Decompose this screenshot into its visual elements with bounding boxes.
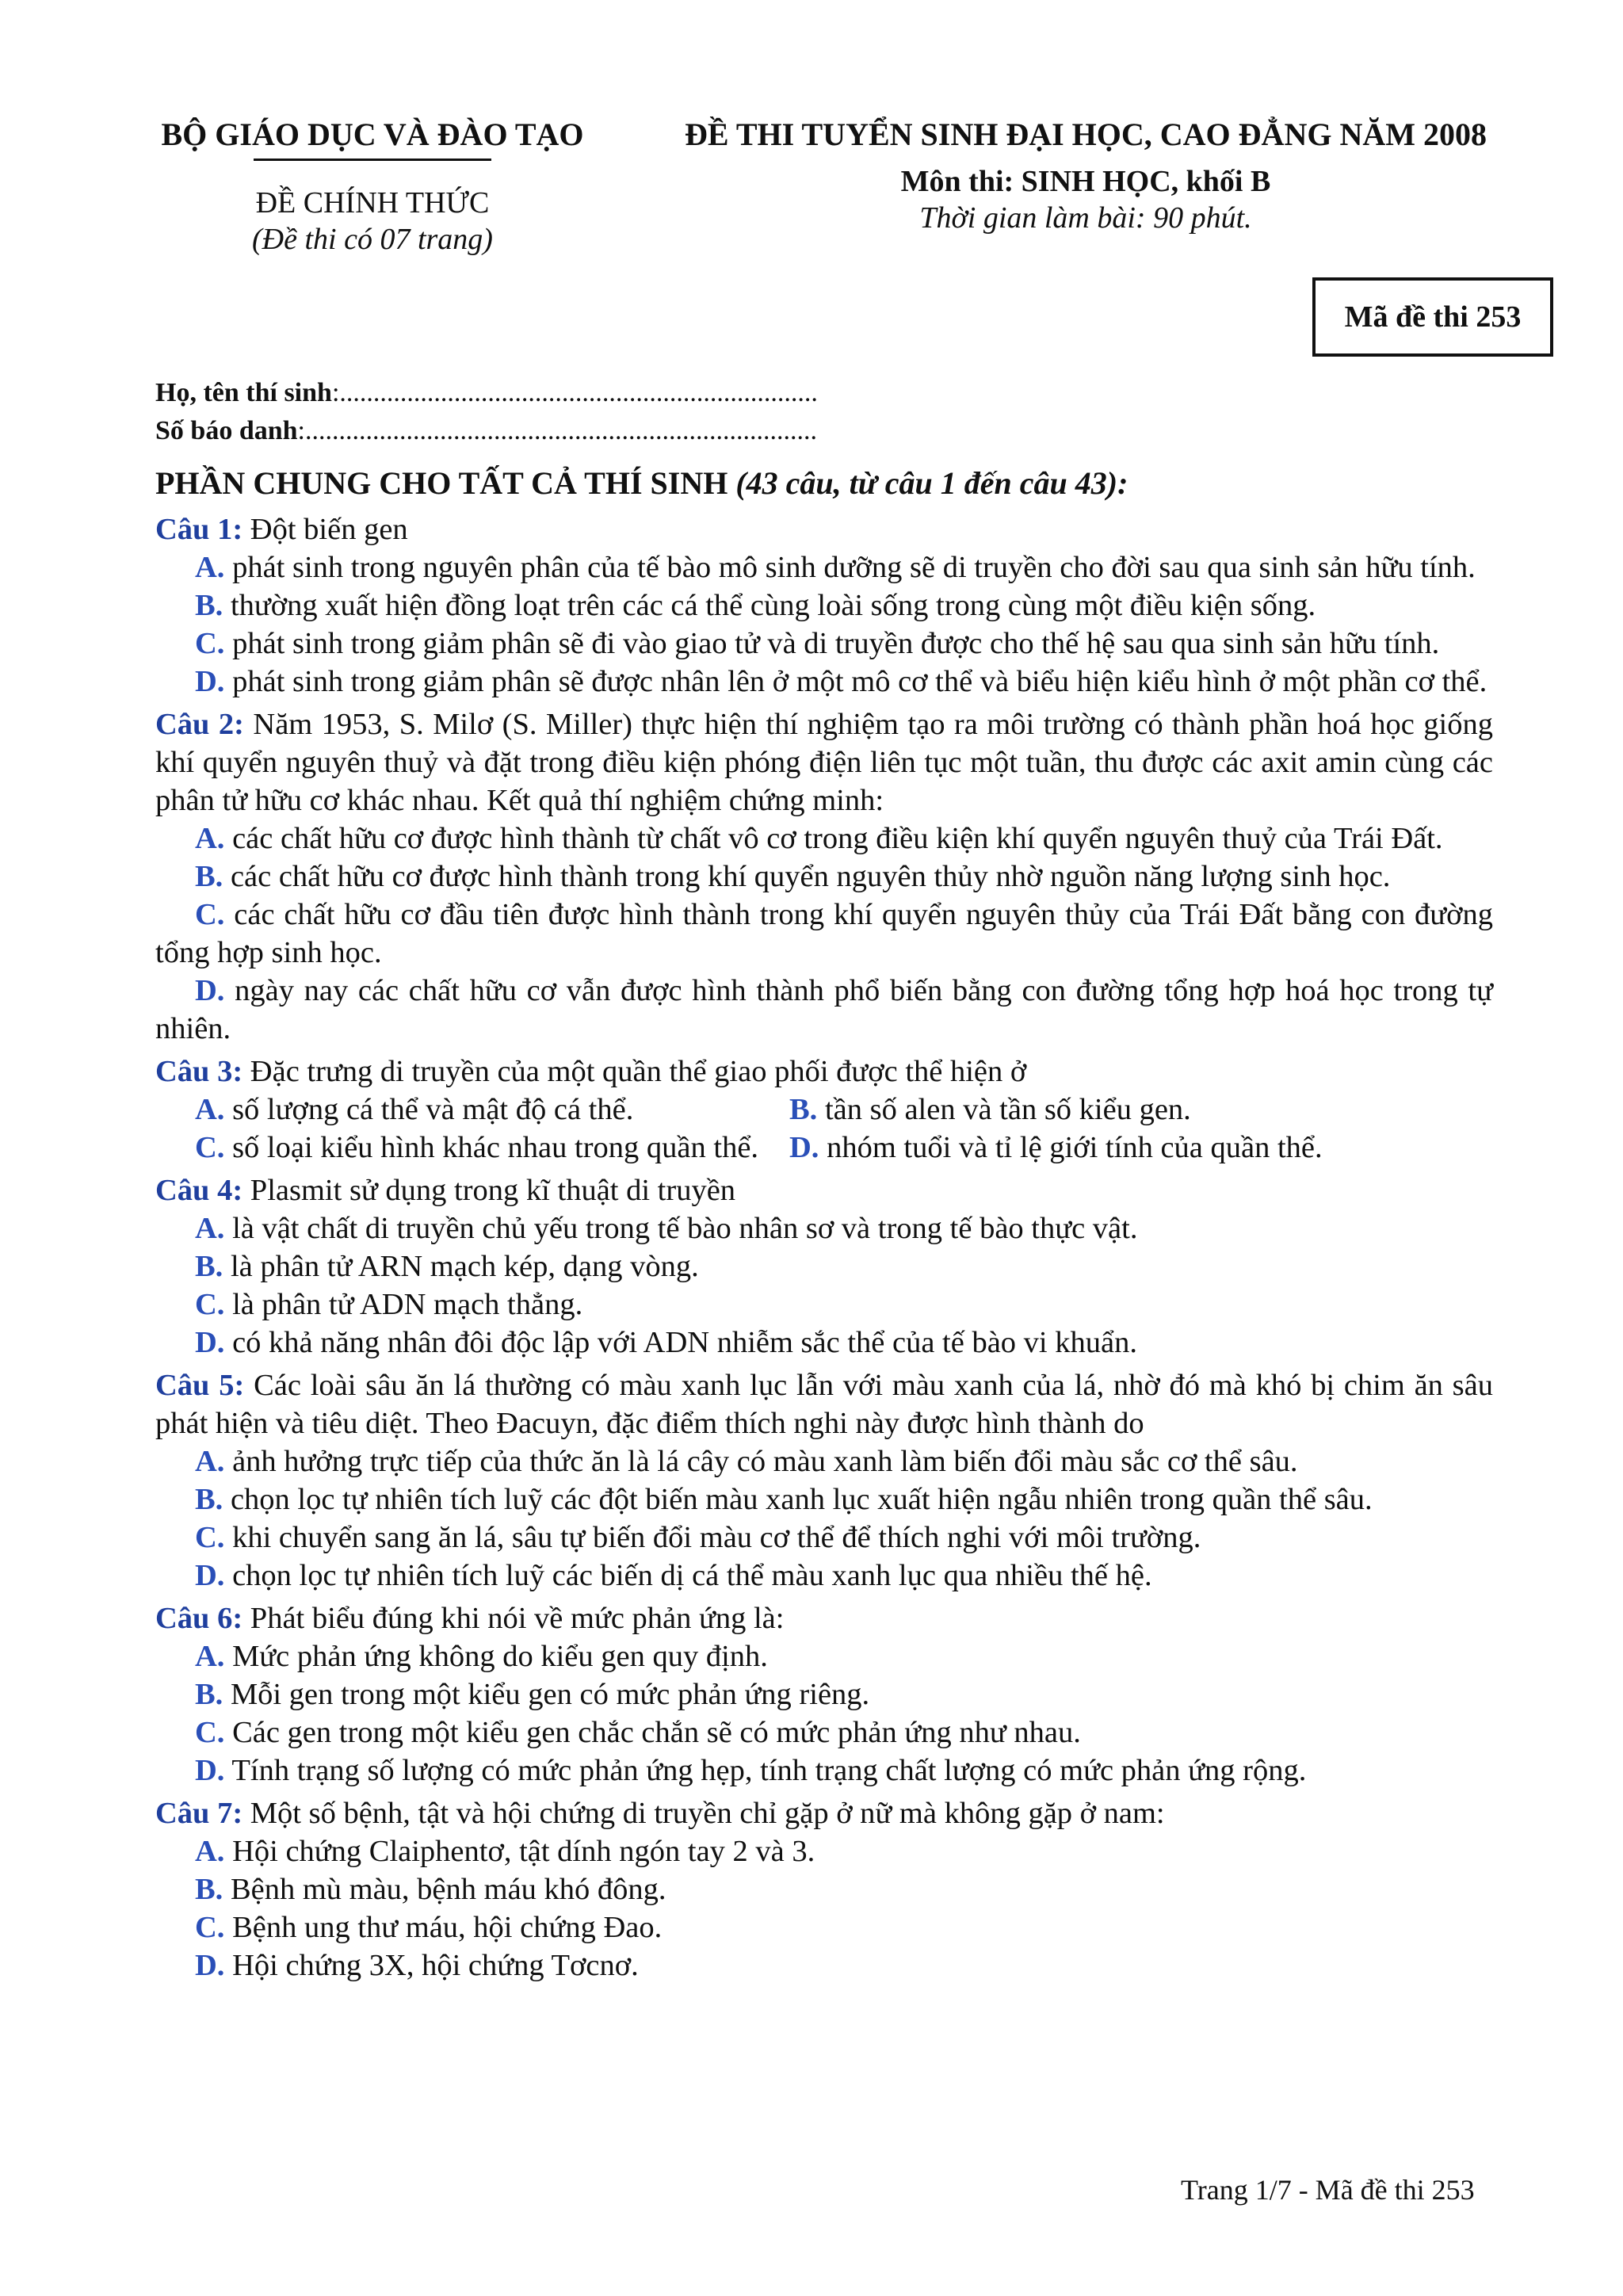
option-a [155,1442,1493,1480]
exam-duration: Thời gian làm bài: 90 phút. [919,201,1252,235]
option-letter: D. [789,1131,819,1164]
option-text: Mỗi gen trong một kiểu gen có mức phản ứng riêng. [230,1678,870,1711]
option-text: là phân tử ARN mạch kép, dạng vòng. [230,1250,699,1283]
question-3 [155,1052,1493,1167]
option-text: phát sinh trong giảm phân sẽ được nhân lên ở một mô cơ thể và biểu hiện kiểu hình ở một phần cơ thể. [232,665,1487,698]
option-row [155,1091,1493,1129]
question-text: Phát biểu đúng khi nói về mức phản ứng là: [250,1602,785,1635]
option-text: ảnh hưởng trực tiếp của thức ăn là lá cây có màu xanh làm biến đổi màu sắc cơ thể sâu. [232,1445,1298,1478]
exam-subject: Môn thi: SINH HỌC, khối B [900,165,1271,198]
student-name-dots: :....................................................................... [331,378,818,407]
option-letter: A. [195,822,225,855]
option-d [155,972,1493,1048]
question-number: Câu 2: [155,708,244,741]
option-text: thường xuất hiện đồng loạt trên các cá thể cùng loài sống trong cùng một điều kiện sống. [230,589,1316,622]
option-text: các chất hữu cơ được hình thành từ chất vô cơ trong điều kiện khí quyển nguyên thuỷ của Trái Đất. [232,822,1443,855]
question-stem [155,1366,1493,1442]
option-letter: A. [195,1640,225,1673]
option-letter: D. [195,974,225,1007]
option-text: là phân tử ADN mạch thẳng. [232,1288,583,1321]
option-text: số lượng cá thể và mật độ cá thể. [232,1093,634,1126]
option-d [155,1557,1493,1595]
option-text: khi chuyển sang ăn lá, sâu tự biến đổi màu cơ thể để thích nghi với môi trường. [232,1521,1201,1554]
option-c [155,1286,1493,1324]
option-text: số loại kiểu hình khác nhau trong quần thể. [232,1131,759,1164]
option-b [155,586,1493,625]
question-stem [155,1599,1493,1637]
option-letter: D. [195,1949,225,1982]
option-letter: C. [195,627,225,660]
option-text: các chất hữu cơ đầu tiên được hình thành trong khí quyển nguyên thủy của Trái Đất bằng con đường tổng hợp sinh học. [155,898,1493,969]
question-number: Câu 4: [155,1174,243,1207]
option-text: Tính trạng số lượng có mức phản ứng hẹp, tính trạng chất lượng có mức phản ứng rộng. [231,1754,1307,1787]
option-letter: A. [195,1445,225,1478]
option-text: Các gen trong một kiểu gen chắc chắn sẽ có mức phản ứng như nhau. [232,1716,1081,1749]
option-text: Bệnh ung thư máu, hội chứng Đao. [232,1911,663,1944]
question-5 [155,1366,1493,1595]
ministry-name: BỘ GIÁO DỤC VÀ ĐÀO TẠO [161,117,584,152]
option-letter: B. [195,1678,223,1711]
student-id-line [155,412,818,450]
option-text: phát sinh trong nguyên phân của tế bào mô sinh dưỡng sẽ di truyền cho đời sau qua sinh sản hữu tính. [232,551,1476,584]
option-a [155,1637,1493,1675]
option-letter: D. [195,1326,225,1359]
question-stem [155,510,1493,548]
option-d [155,1752,1493,1790]
option-c [155,1908,1493,1946]
question-text: Các loài sâu ăn lá thường có màu xanh lục lẫn với màu xanh của lá, nhờ đó mà khó bị chim ăn sâu phát hiện và tiêu diệt. Theo Đacuyn, đặc điểm thích nghi này được hình thành do [155,1369,1494,1440]
exam-code-box: Mã đề thi 253 [1312,277,1553,357]
question-1 [155,510,1493,701]
option-a [155,1832,1493,1870]
option-letter: A. [195,551,225,584]
option-text: chọn lọc tự nhiên tích luỹ các đột biến màu xanh lục xuất hiện ngẫu nhiên trong quần thể sâu. [230,1483,1373,1516]
header-rule [254,159,491,161]
option-letter: D. [195,1754,225,1787]
question-text: Đặc trưng di truyền của một quần thể giao phối được thể hiện ở [250,1055,1027,1088]
question-6 [155,1599,1493,1790]
option-letter: B. [195,589,223,622]
option-a [155,1209,1493,1247]
option-b [155,1675,1493,1713]
option-letter: B. [195,860,223,893]
student-id-dots: :............................................................................ [297,416,817,445]
option-text: các chất hữu cơ được hình thành trong khí quyển nguyên thủy nhờ nguồn năng lượng sinh học. [230,860,1391,893]
option-letter: B. [195,1483,223,1516]
header-left [127,111,618,258]
question-stem [155,1794,1493,1832]
option-b [155,1480,1493,1519]
option-letter: D. [195,1559,225,1592]
student-name-line [155,374,818,412]
option-text: tần số alen và tần số kiểu gen. [824,1093,1191,1126]
option-text: phát sinh trong giảm phân sẽ đi vào giao tử và di truyền được cho thế hệ sau qua sinh sản hữu tính. [232,627,1440,660]
option-letter: C. [195,1911,225,1944]
section-heading [155,461,1493,506]
question-number: Câu 3: [155,1055,243,1088]
question-number: Câu 5: [155,1369,245,1402]
exam-title: ĐỀ THI TUYỂN SINH ĐẠI HỌC, CAO ĐẲNG NĂM 2008 [685,117,1487,152]
option-c [155,1519,1493,1557]
question-4 [155,1171,1493,1362]
option-text: Bệnh mù màu, bệnh máu khó đông. [230,1873,666,1906]
option-c [155,1129,789,1167]
option-text: Hội chứng 3X, hội chứng Tơcnơ. [232,1949,639,1982]
page-count-note: (Đề thi có 07 trang) [252,223,493,256]
question-2 [155,705,1493,1048]
section-title: PHẦN CHUNG CHO TẤT CẢ THÍ SINH [155,465,728,501]
option-a [155,1091,789,1129]
option-d [789,1129,1453,1167]
option-letter: C. [195,1716,225,1749]
option-text: là vật chất di truyền chủ yếu trong tế bào nhân sơ và trong tế bào thực vật. [232,1212,1138,1245]
section-subtitle: (43 câu, từ câu 1 đến câu 43): [735,465,1128,501]
option-letter: A. [195,1835,225,1868]
option-b [155,1247,1493,1286]
question-stem [155,705,1493,819]
option-a [155,548,1493,586]
question-text: Một số bệnh, tật và hội chứng di truyền chỉ gặp ở nữ mà không gặp ở nam: [250,1797,1165,1830]
option-text: có khả năng nhân đôi độc lập với ADN nhiễm sắc thể của tế bào vi khuẩn. [232,1326,1137,1359]
header-right [658,111,1514,236]
student-name-label: Họ, tên thí sinh [155,378,332,407]
option-text: Hội chứng Claiphentơ, tật dính ngón tay 2 và 3. [232,1835,815,1868]
option-letter: C. [195,1521,225,1554]
option-text: ngày nay các chất hữu cơ vẫn được hình thành phổ biến bằng con đường tổng hợp hoá học trong tự nhiên. [155,974,1493,1045]
option-b [155,1870,1493,1908]
question-number: Câu 1: [155,513,243,546]
questions-content [155,461,1493,1989]
question-number: Câu 6: [155,1602,243,1635]
option-c [155,1713,1493,1752]
option-letter: A. [195,1093,225,1126]
option-letter: A. [195,1212,225,1245]
question-stem [155,1171,1493,1209]
question-stem [155,1052,1493,1091]
option-letter: C. [195,898,225,931]
question-text: Năm 1953, S. Milơ (S. Miller) thực hiện thí nghiệm tạo ra môi trường có thành phần hoá học giống khí quyển nguyên thuỷ và đặt trong điều kiện phóng điện liên tục một tuần, thu được các axit amin cùng các phân tử hữu cơ khác nhau. Kết quả thí nghiệm chứng minh: [155,708,1493,817]
question-text: Đột biến gen [250,513,408,546]
option-text: chọn lọc tự nhiên tích luỹ các biến dị cá thể màu xanh lục qua nhiều thế hệ. [232,1559,1152,1592]
option-text: nhóm tuổi và tỉ lệ giới tính của quần thể. [827,1131,1323,1164]
option-a [155,819,1493,858]
question-7 [155,1794,1493,1985]
option-letter: B. [195,1250,223,1283]
option-d [155,663,1493,701]
option-b [789,1091,1453,1129]
question-number: Câu 7: [155,1797,243,1830]
option-c [155,625,1493,663]
question-text: Plasmit sử dụng trong kĩ thuật di truyền [250,1174,736,1207]
page-footer: Trang 1/7 - Mã đề thi 253 [1181,2174,1475,2206]
option-b [155,858,1493,896]
option-c [155,896,1493,972]
student-id-label: Số báo danh [155,416,298,445]
student-info [155,374,818,450]
option-letter: C. [195,1131,225,1164]
official-label: ĐỀ CHÍNH THỨC [255,186,490,220]
option-letter: D. [195,665,225,698]
option-letter: C. [195,1288,225,1321]
option-text: Mức phản ứng không do kiểu gen quy định. [232,1640,768,1673]
option-letter: B. [789,1093,818,1126]
option-row [155,1129,1493,1167]
option-d [155,1946,1493,1985]
option-d [155,1324,1493,1362]
option-letter: B. [195,1873,223,1906]
